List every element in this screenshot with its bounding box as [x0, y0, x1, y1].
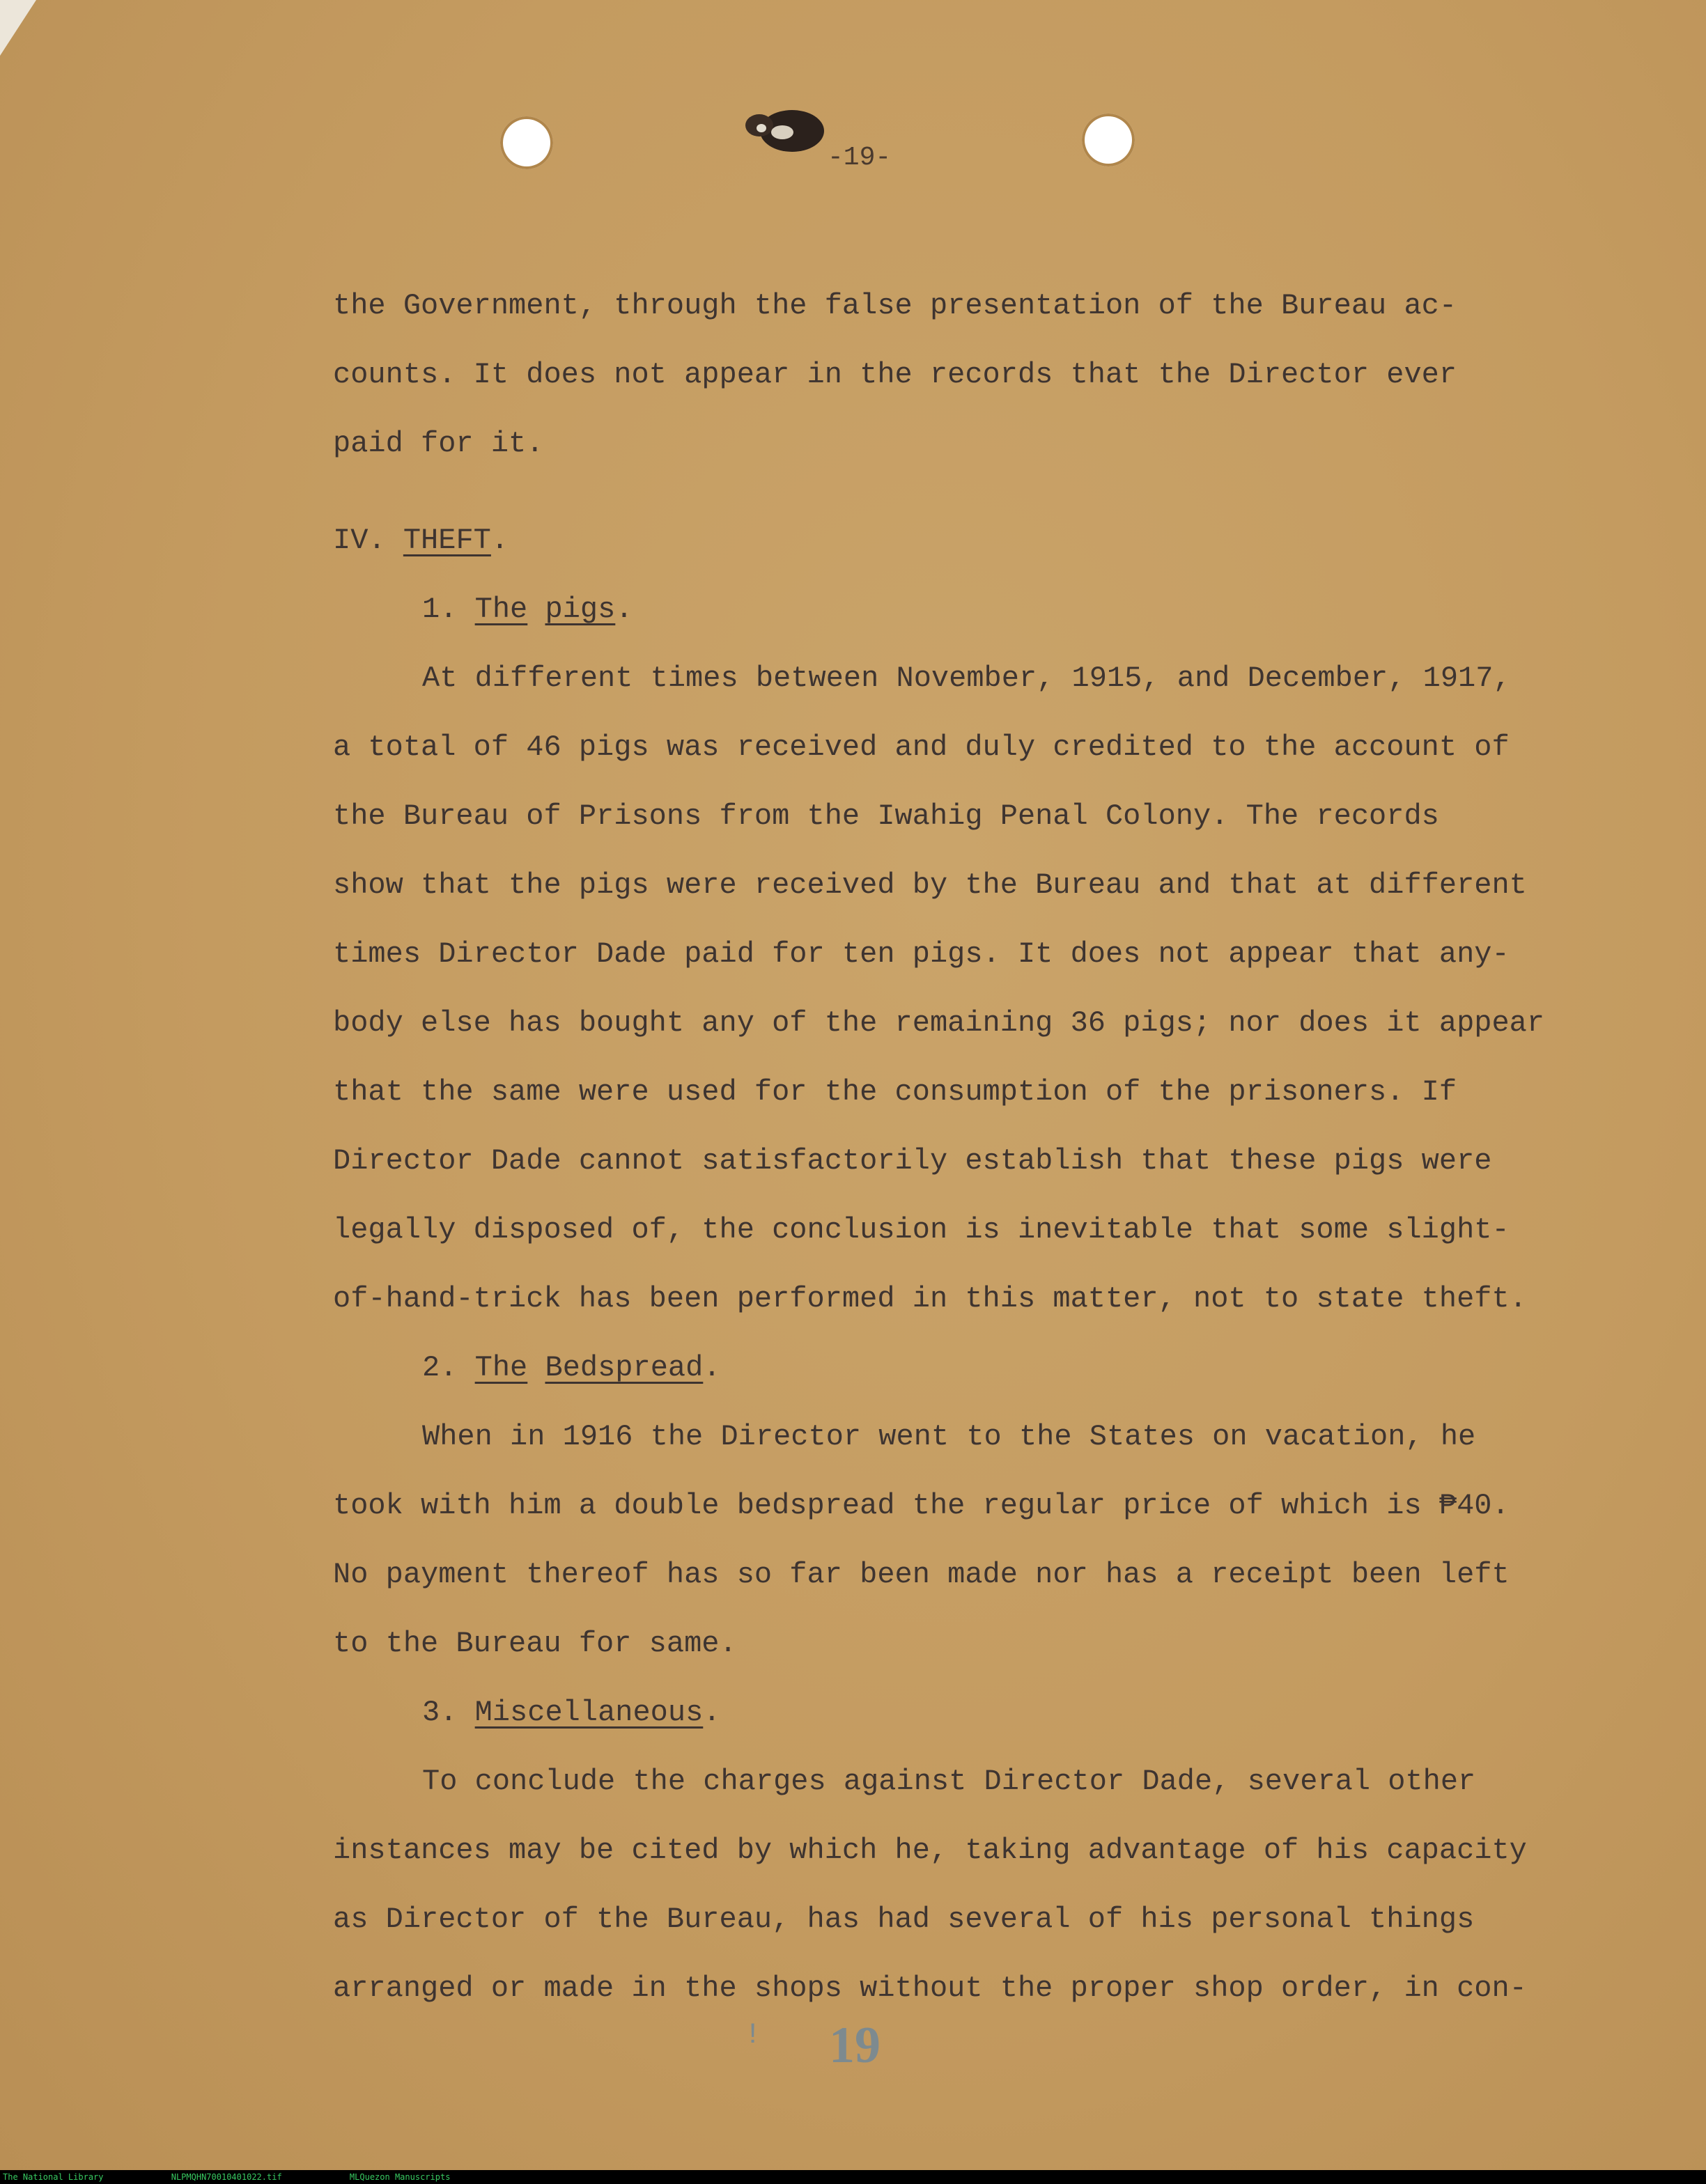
subheading-pigs: 1. The pigs.	[422, 593, 633, 626]
text-line: the Government, through the false presentation of the Bureau ac-	[333, 289, 1457, 322]
document-body	[333, 272, 1587, 2023]
text-line: to the Bureau for same.	[333, 1627, 737, 1660]
section-heading-theft: IV. THEFT.	[333, 524, 509, 557]
text-line: a total of 46 pigs was received and duly credited to the account of	[333, 731, 1510, 764]
text-line: Director Dade cannot satisfactorily establish that these pigs were	[333, 1144, 1492, 1178]
text-line: as Director of the Bureau, has had several of his personal things	[333, 1903, 1475, 1936]
punch-hole-left	[500, 116, 553, 169]
burn-mark	[742, 98, 836, 160]
subheading-bedspread: 2. The Bedspread.	[422, 1351, 721, 1384]
text-line: show that the pigs were received by the Bureau and that at different	[333, 868, 1527, 902]
text-line: When in 1916 the Director went to the States on vacation, he	[422, 1420, 1476, 1453]
footer-collection: MLQuezon Manuscripts	[349, 2172, 451, 2182]
text-line: times Director Dade paid for ten pigs. It does not appear that any-	[333, 937, 1510, 971]
text-line: instances may be cited by which he, taking advantage of his capacity	[333, 1834, 1527, 1867]
text-line: of-hand-trick has been performed in this matter, not to state theft.	[333, 1282, 1527, 1316]
text-line: No payment thereof has so far been made nor has a receipt been left	[333, 1558, 1510, 1591]
stamp-tick-mark: !	[744, 2018, 762, 2052]
subheading-miscellaneous: 3. Miscellaneous.	[422, 1696, 721, 1729]
footer-library: The National Library	[3, 2172, 104, 2182]
text-line: body else has bought any of the remaining 36 pigs; nor does it appear	[333, 1006, 1545, 1040]
text-line: paid for it.	[333, 427, 544, 460]
page-number-header: -19-	[828, 143, 892, 173]
scan-footer-bar	[0, 2170, 1706, 2184]
text-line: arranged or made in the shops without the proper shop order, in con-	[333, 1972, 1527, 2005]
text-line: took with him a double bedspread the regular price of which is ₱40.	[333, 1489, 1510, 1522]
punch-hole-right	[1082, 114, 1135, 166]
folded-corner	[0, 0, 36, 56]
text-line: counts. It does not appear in the records that the Director ever	[333, 358, 1457, 391]
text-line: To conclude the charges against Director Dade, several other	[422, 1765, 1476, 1798]
text-line: legally disposed of, the conclusion is inevitable that some slight-	[333, 1213, 1510, 1247]
stamped-page-number: 19	[829, 2017, 881, 2074]
text-line: the Bureau of Prisons from the Iwahig Penal Colony. The records	[333, 800, 1439, 833]
footer-file: NLPMQHN70010401022.tif	[171, 2172, 282, 2182]
text-line: that the same were used for the consumption of the prisoners. If	[333, 1075, 1457, 1109]
text-line: At different times between November, 1915, and December, 1917,	[422, 662, 1511, 695]
